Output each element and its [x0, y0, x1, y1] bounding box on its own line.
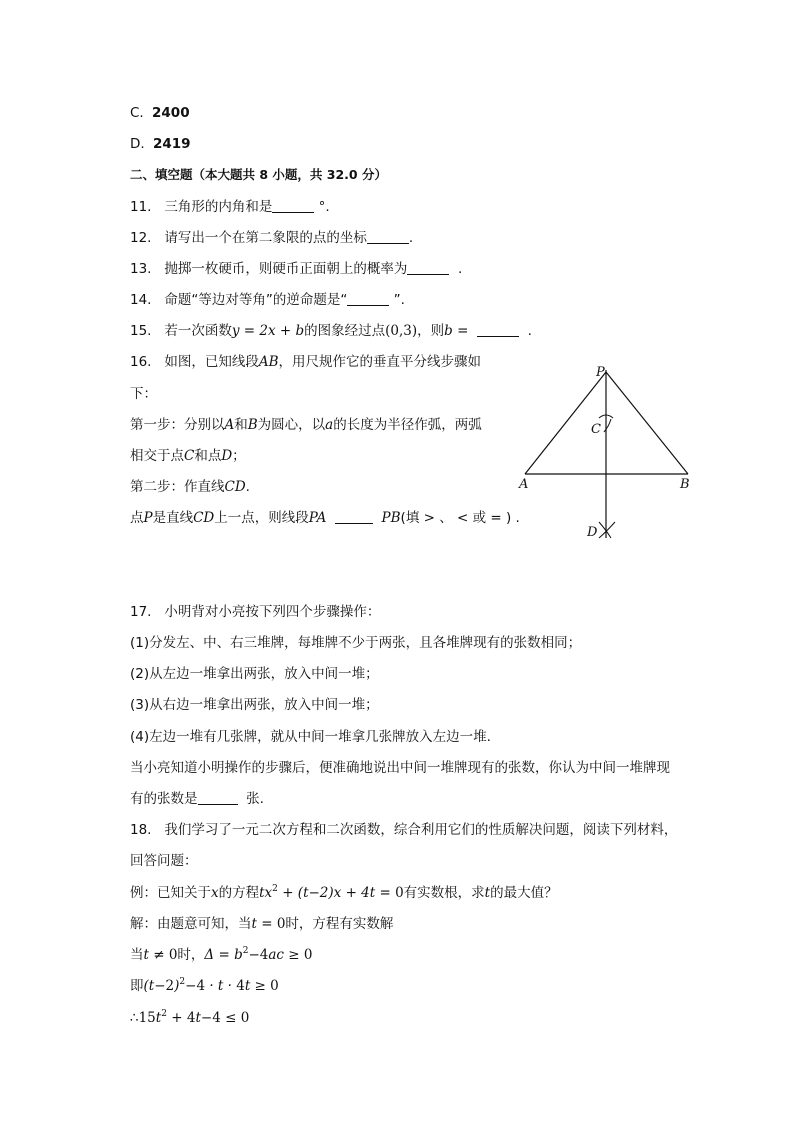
perpendicular-bisector-figure [515, 362, 700, 547]
math-condition: t ≠ 0 [143, 947, 178, 963]
question-text: 第一步：分别以 [130, 417, 225, 433]
option-c-value: 2400 [152, 105, 190, 121]
question-18-line-1 [130, 820, 677, 840]
question-17-line-6: 当小亮知道小明操作的步骤后，便准确地说出中间一堆牌现有的张数，你认为中间一堆牌现 [130, 760, 670, 776]
question-16-line-2: 下： [130, 386, 157, 402]
question-text: 三角形的内角和是 [164, 199, 273, 215]
question-17-line-7 [130, 789, 264, 809]
question-18-line-4 [130, 914, 393, 934]
answer-blank[interactable] [347, 291, 389, 306]
math-point: (0,3) [385, 323, 418, 339]
math-variable: PA [308, 510, 327, 526]
answer-blank[interactable] [367, 229, 409, 244]
option-d-label: D. [130, 136, 145, 152]
question-text: ； [232, 448, 246, 464]
question-16-line-3 [130, 415, 482, 435]
math-variable: B [247, 417, 258, 433]
question-suffix: °. [318, 199, 330, 215]
math-variable: x [211, 885, 219, 901]
answer-blank[interactable] [198, 790, 238, 805]
question-text: 是直线 [152, 510, 194, 526]
question-number: 15. [130, 323, 152, 339]
math-function: y = 2x + b [231, 323, 305, 339]
question-13 [130, 259, 462, 279]
answer-blank[interactable] [335, 509, 373, 524]
question-12 [130, 228, 413, 248]
answer-blank[interactable] [477, 322, 519, 337]
question-18-line-7 [130, 1008, 249, 1028]
question-17-step-3: (3)从右边一堆拿出两张，放入中间一堆； [130, 697, 379, 713]
question-17-step-4: (4)左边一堆有几张牌，就从中间一堆拿几张牌放入左边一堆. [130, 729, 491, 745]
label-b: B [680, 477, 690, 492]
question-text: 若一次函数 [164, 323, 232, 339]
question-text: 解：由题意可知，当 [130, 916, 252, 932]
question-text: . [245, 479, 250, 495]
question-suffix: . [457, 261, 463, 277]
question-text: (填 > 、 < 或 = ) . [400, 510, 520, 526]
question-text: 点 [130, 510, 144, 526]
math-variable: CD [193, 510, 215, 526]
question-text: 和 [234, 417, 248, 433]
question-number: 17. [130, 604, 152, 620]
question-text: 抛掷一枚硬币，则硬币正面朝上的概率为 [164, 261, 408, 277]
question-text: ，用尺规作它的垂直平分线步骤如 [278, 354, 482, 370]
label-d: D [587, 525, 598, 540]
question-text: 命题“等边对等角”的逆命题是“ [164, 292, 348, 308]
question-18-line-6 [130, 976, 279, 996]
question-15 [130, 321, 532, 341]
question-text: 第二步：作直线 [130, 479, 225, 495]
math-variable: P [143, 510, 153, 526]
option-d [130, 134, 191, 154]
question-text: 我们学习了一元二次方程和二次函数，综合利用它们的性质解决问题，阅读下列材料， [164, 822, 678, 838]
question-text: ∴ [130, 1010, 139, 1026]
math-equation: $tx^2 + (t-2)x + 4t = 0$ [259, 884, 404, 901]
question-number: 16. [130, 354, 152, 370]
question-text: 张. [246, 791, 264, 807]
question-17-step-1: (1)分发左、中、右三堆牌，每堆牌不少于两张，且各堆牌现有的张数相同； [130, 635, 582, 651]
label-c: C [591, 422, 601, 437]
question-text: 和点 [194, 448, 222, 464]
answer-blank[interactable] [272, 198, 314, 213]
option-c-label: C. [130, 105, 144, 121]
question-text: 当 [130, 947, 144, 963]
question-18-line-2: 回答问题： [130, 853, 198, 869]
math-variable: PB [381, 510, 401, 526]
question-suffix: ”. [393, 292, 405, 308]
question-number: 14. [130, 292, 152, 308]
math-variable: a [325, 417, 334, 433]
question-11 [130, 197, 330, 217]
question-text: 上一点，则线段 [214, 510, 309, 526]
question-text: 为圆心，以 [257, 417, 326, 433]
question-number: 18. [130, 822, 152, 838]
question-text: 相交于点 [130, 448, 184, 464]
question-text: 有的张数是 [130, 791, 198, 807]
question-text: 的方程 [218, 885, 260, 901]
option-c [130, 103, 190, 123]
question-suffix: . [408, 230, 414, 246]
math-variable: CD [224, 479, 246, 495]
question-text: 小明背对小亮按下列四个步骤操作： [164, 604, 381, 620]
question-text: 如图，已知线段 [164, 354, 259, 370]
question-text: 有实数根，求 [403, 885, 485, 901]
question-16-line-1 [130, 352, 481, 372]
question-number: 12. [130, 230, 152, 246]
question-18-line-5 [130, 945, 312, 965]
question-text: 时，方程有实数解 [285, 916, 394, 932]
question-text: 例：已知关于 [130, 885, 211, 901]
question-14 [130, 290, 405, 310]
question-text: ，则 [417, 323, 445, 339]
math-inequality: $15t^2 + 4t-4 \le 0$ [138, 1009, 250, 1026]
question-text: 时， [177, 947, 205, 963]
question-text: 即 [130, 978, 144, 994]
question-text: 的长度为半径作弧，两弧 [333, 417, 482, 433]
question-number: 13. [130, 261, 152, 277]
question-17-line-1 [130, 602, 380, 622]
math-variable: C [184, 448, 195, 464]
question-16-line-4 [130, 446, 246, 466]
question-18-line-3 [130, 883, 558, 903]
math-variable: AB [258, 354, 279, 370]
answer-blank[interactable] [407, 260, 449, 275]
math-discriminant: $\Delta = b^2-4ac \ge 0$ [204, 946, 313, 963]
question-16-line-5 [130, 477, 250, 497]
question-number: 11. [130, 199, 152, 215]
segment-pb [606, 372, 688, 474]
section-heading: 二、填空题（本大题共 8 小题，共 32.0 分） [130, 167, 387, 182]
math-variable: A [224, 417, 235, 433]
math-variable: t [484, 885, 491, 901]
math-inequality: $(t-2)^2-4 \cdot t \cdot 4t \ge 0$ [143, 977, 279, 994]
label-p: P [596, 365, 605, 380]
question-suffix: . [527, 323, 532, 339]
question-16-line-6 [130, 508, 520, 528]
arc-c-right [604, 419, 611, 432]
math-condition: t = 0 [251, 916, 286, 932]
question-text: 的图象经过点 [304, 323, 386, 339]
label-a: A [519, 477, 529, 492]
option-d-value: 2419 [152, 136, 191, 152]
arc-d-left [599, 522, 611, 538]
math-variable: D [221, 448, 233, 464]
math-variable: b = [444, 323, 469, 339]
question-17-step-2: (2)从左边一堆拿出两张，放入中间一堆； [130, 666, 379, 682]
question-text: 的最大值？ [490, 885, 558, 901]
question-text: 请写出一个在第二象限的点的坐标 [164, 230, 367, 246]
